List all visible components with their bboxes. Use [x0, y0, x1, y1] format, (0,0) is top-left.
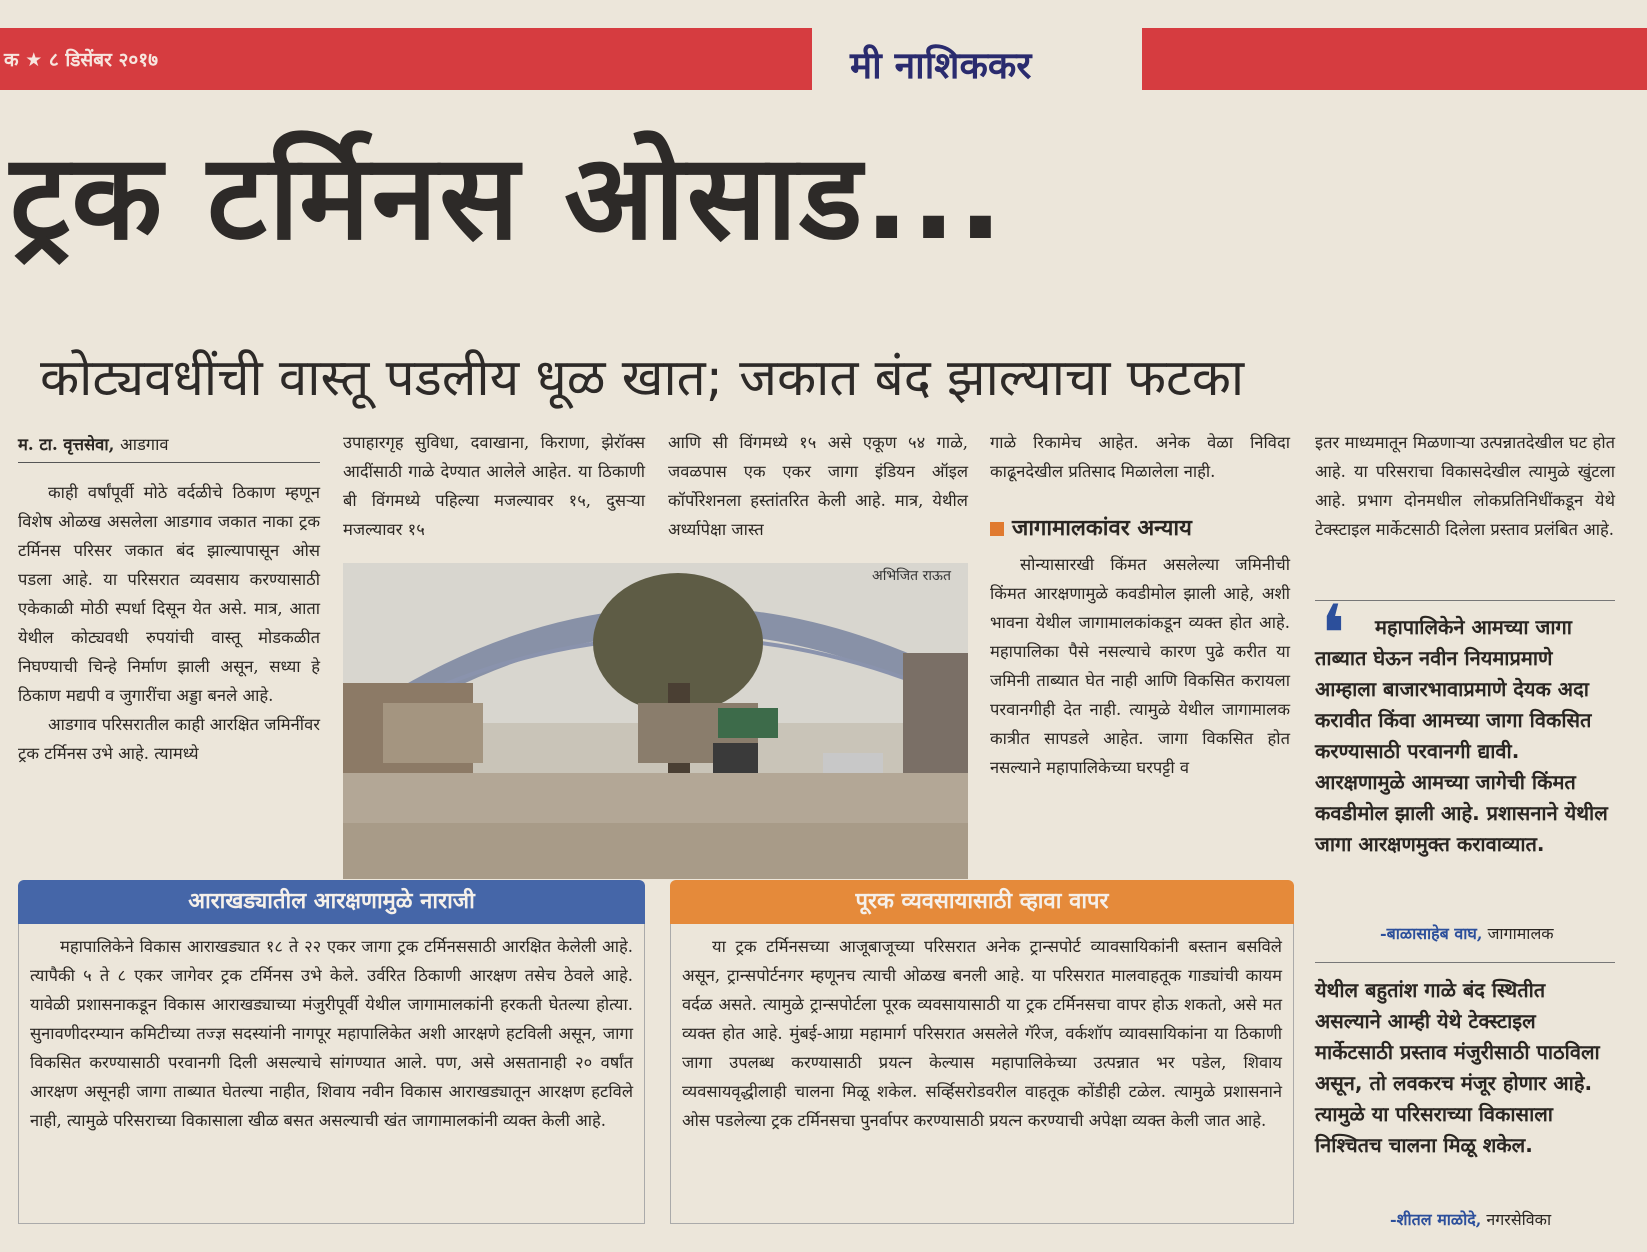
quote-corporator-name: -शीतल माळोदे,	[1390, 1210, 1482, 1229]
photo-credit: अभिजित राऊत	[872, 568, 951, 584]
col4-paragraph-2: सोन्यासारखी किंमत असलेल्या जमिनीची किंमत आरक्षणामुळे कवडीमोल झाली आहे, अशी भावना येथील जागामालकांकडून व्यक्त होत आहे. महापालिका पैसे नसल्याचे कारण पुढे करीत या जमिनी ताब्यात घेत नाही आणि विकसित करायला परवानगीही देत नाही. त्यामुळे येथील जागामालक कात्रीत सापडले आहेत. जागा विकसित होत नसल्याने महापालिकेच्या घरपट्टी व	[990, 555, 1290, 777]
article-column-2	[343, 428, 645, 544]
subsection-heading-text: जागामालकांवर अन्याय	[1012, 516, 1192, 541]
col3-paragraph: आणि सी विंगमध्ये १५ असे एकूण ५४ गाळे, जवळपास एक एकर जागा इंडियन ऑइल कॉर्पोरेशनला हस्तांतरित केली आहे. मात्र, येथील अर्ध्यापेक्षा जास्त	[668, 433, 968, 539]
terminus-photo-graphic	[343, 563, 968, 879]
dateline: क ★ ८ डिसेंबर २०१७	[4, 49, 159, 71]
orange-square-icon	[990, 522, 1004, 536]
col1-paragraph-2: आडगाव परिसरातील काही आरक्षित जमिनींवर ट्रक टर्मिनस उभे आहे. त्यामध्ये	[18, 715, 320, 763]
quote-landowner-role: जागामालक	[1487, 924, 1554, 943]
quote-corporator: येथील बहुतांश गाळे बंद स्थितीत असल्याने आम्ही येथे टेक्स्टाइल मार्केटसाठी प्रस्ताव मंजुरीसाठी पाठविला असून, तो लवकरच मंजूर होणार आहे. त्यामुळे या परिसराच्या विकासाला निश्चितच चालना मिळू शकेल.	[1315, 978, 1600, 1157]
section-title: मी नाशिककर	[850, 44, 1032, 87]
byline-rule	[18, 462, 320, 463]
article-column-5	[1315, 428, 1615, 544]
box-blue-text: महापालिकेने विकास आराखड्यात १८ ते २२ एकर जागा ट्रक टर्मिनससाठी आरक्षित केलेली आहे. त्यापैकी ५ ते ८ एकर जागेवर ट्रक टर्मिनस उभे केले. उर्वरित ठिकाणी आरक्षण तसेच ठेवले आहे. यावेळी प्रशासनाकडून विकास आराखड्याच्या मंजुरीपूर्वी येथील जागामालकांनी हरकती घेतल्या होत्या. सुनावणीदरम्यान कमिटीच्या तज्ज्ञ सदस्यांनी नागपूर महापालिकेत अशी आरक्षणे हटविली असून, जागा विकसित करण्यासाठी परवानगी दिली असल्याचे सांगण्यात आले. पण, असे असतानाही २० वर्षांत आरक्षण असूनही जागा ताब्यात घेतल्या नाहीत, शिवाय नवीन विकास आराखड्यातून आरक्षण हटविले नाही, त्यामुळे परिसराच्या विकासाला खीळ बसत असल्याची खंत जागामालकांनी व्यक्त केली आहे.	[30, 937, 633, 1130]
col1-paragraph-1: काही वर्षांपूर्वी मोठे वर्दळीचे ठिकाण म्हणून विशेष ओळख असलेला आडगाव जकात नाका ट्रक टर्मिनस परिसर जकात बंद झाल्यापासून ओस पडला आहे. या परिसरात व्यवसाय करण्यासाठी एकेकाळी मोठी स्पर्धा दिसून येत असे. मात्र, आता येथील कोट्यवधी रुपयांची वास्तू मोडकळीत निघण्याची चिन्हे निर्माण झाली असून, सध्या हे ठिकाण मद्यपी व जुगारींचा अड्डा बनले आहे.	[18, 483, 320, 705]
quote-mark-icon: ❛	[1320, 588, 1346, 681]
terminus-photo	[343, 563, 968, 879]
article-column-4-continued	[990, 550, 1290, 782]
col5-paragraph: इतर माध्यमातून मिळणाऱ्या उत्पन्नातदेखील घट होत आहे. या परिसराचा विकासदेखील त्यामुळे खुंटला आहे. प्रभाग दोनमधील लोकप्रतिनिधींकडून येथे टेक्स्टाइल मार्केटसाठी दिलेला प्रस्ताव प्रलंबित आहे.	[1315, 433, 1615, 539]
quote-landowner: महापालिकेने आमच्या जागा ताब्यात घेऊन नवीन नियमाप्रमाणे आम्हाला बाजारभावाप्रमाणे देयक अदा करावीत किंवा आमच्या जागा विकसित करण्यासाठी परवानगी द्यावी. आरक्षणामुळे आमच्या जागेची किंमत कवडीमोल झाली आहे. प्रशासनाने येथील जागा आरक्षणमुक्त करावाव्यात.	[1315, 615, 1608, 856]
col4-paragraph-1: गाळे रिकामेच आहेत. अनेक वेळा निविदा काढूनदेखील प्रतिसाद मिळालेला नाही.	[990, 433, 1290, 481]
box-orange-text-wrap	[682, 932, 1282, 1135]
col2-paragraph: उपाहारगृह सुविधा, दवाखाना, किराणा, झेरॉक्स आदींसाठी गाळे देण्यात आलेले आहेत. या ठिकाणी बी विंगमध्ये पहिल्या मजल्यावर १५, दुसऱ्या मजल्यावर १५	[343, 433, 645, 539]
article-column-1	[18, 478, 320, 768]
article-column-4	[990, 428, 1290, 486]
headline: ट्रक टर्मिनस ओसाड...	[10, 128, 1005, 266]
quote-landowner-attribution	[1380, 922, 1554, 944]
box-blue-text-wrap	[30, 932, 633, 1135]
quote-corporator-role: नगरसेविका	[1486, 1210, 1552, 1229]
top-red-bar-right	[1142, 28, 1647, 90]
quote-landowner-name: -बाळासाहेब वाघ,	[1380, 924, 1483, 943]
box-orange-title: पूरक व्यवसायासाठी व्हावा वापर	[670, 880, 1294, 924]
article-column-3	[668, 428, 968, 544]
byline-place: आडगाव	[120, 435, 169, 454]
box-blue-title: आराखड्यातील आरक्षणामुळे नाराजी	[18, 880, 645, 924]
column-5-rule	[1315, 600, 1615, 601]
box-orange-text: या ट्रक टर्मिनसच्या आजूबाजूच्या परिसरात अनेक ट्रान्सपोर्ट व्यावसायिकांनी बस्तान बसविले असून, ट्रान्सपोर्टनगर म्हणूनच त्याची ओळख बनली आहे. या परिसरात मालवाहतूक गाड्यांची कायम वर्दळ असते. त्यामुळे ट्रान्सपोर्टला पूरक व्यवसायासाठी या ट्रक टर्मिनसचा वापर होऊ शकतो, असे मत व्यक्त होत आहे. मुंबई-आग्रा महामार्ग परिसरात असलेले गॅरेज, वर्कशॉप व्यावसायिकांना या ठिकाणी जागा उपलब्ध करण्यासाठी प्रयत्न केल्यास महापालिकेच्या उत्पन्नात भर पडेल, शिवाय व्यवसायवृद्धीलाही चालना मिळू शकेल. सर्व्हिसरोडवरील वाहतूक कोंडीही टळेल. त्यामुळे प्रशासनाने ओस पडलेल्या ट्रक टर्मिनसचा पुनर्वापर करण्यासाठी प्रयत्न करण्याची अपेक्षा व्यक्त केली जात आहे.	[682, 937, 1282, 1130]
subheadline: कोट्यवधींची वास्तू पडलीय धूळ खात; जकात बंद झाल्याचा फटका	[40, 349, 1245, 408]
quote-corporator-attribution	[1390, 1208, 1551, 1230]
subsection-heading	[990, 512, 1192, 542]
quote-divider	[1315, 962, 1615, 963]
byline	[18, 432, 318, 455]
byline-agency: म. टा. वृत्तसेवा,	[18, 435, 115, 454]
